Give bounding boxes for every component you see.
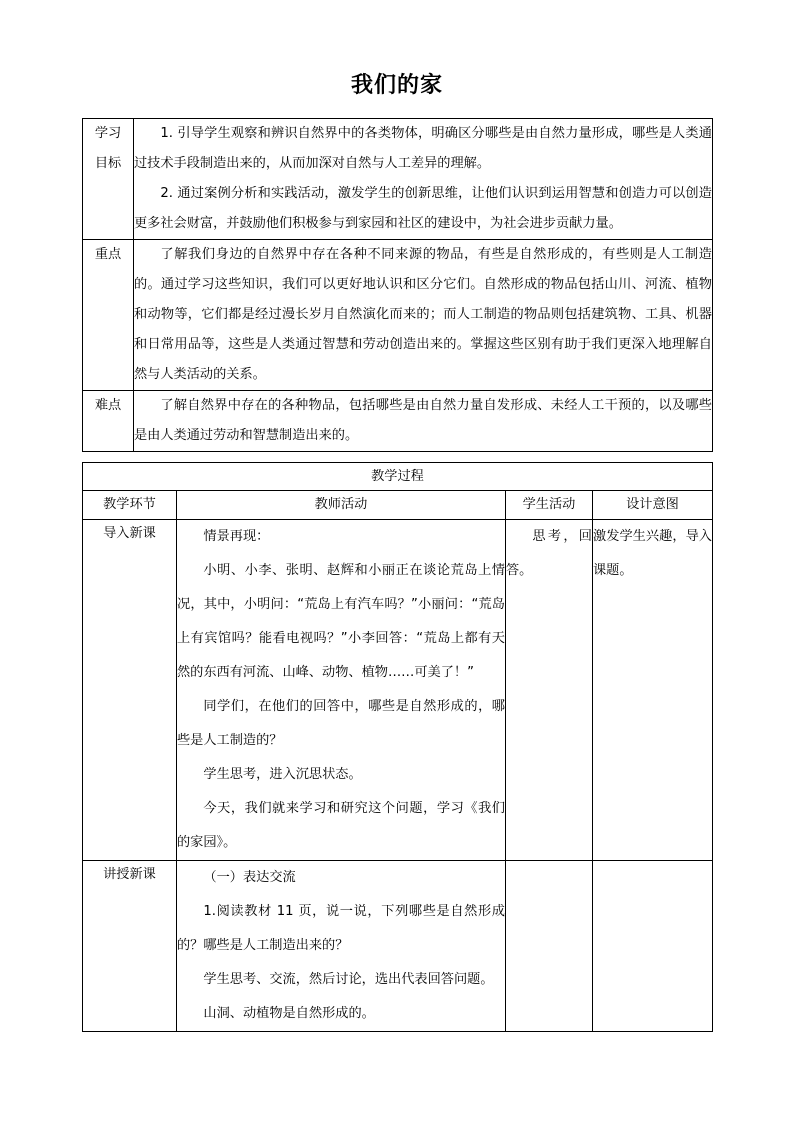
process-header-row xyxy=(83,491,713,520)
design-intent-introduce xyxy=(593,520,713,861)
process-banner-row xyxy=(83,463,713,491)
teacher-paragraph: 小明、小李、张明、赵辉和小丽正在谈论荒岛上情况，其中，小明问：“荒岛上有汽车吗？”小丽问：“荒岛上有宾馆吗？能看电视吗？”小李回答：“荒岛上都有天然的东西有河流、山峰、动物、植物……可美了！” xyxy=(177,563,505,680)
teacher-paragraph: 1.阅读教材 11 页，说一说，下列哪些是自然形成的？哪些是人工制造出来的？ xyxy=(177,904,505,953)
label-line: 难点 xyxy=(94,398,122,413)
table-row-teach-new-lesson xyxy=(83,861,713,1032)
teacher-activity-introduce xyxy=(177,520,506,861)
design-intent-teach xyxy=(593,861,713,1032)
teacher-paragraph: 今天，我们就来学习和研究这个问题，学习《我们的家园》。 xyxy=(177,801,505,850)
teacher-paragraph: 学生思考、交流，然后讨论，选出代表回答问题。 xyxy=(203,972,494,987)
page-title: 我们的家 xyxy=(350,73,443,98)
teaching-process-table xyxy=(82,462,713,1032)
lesson-plan-table xyxy=(82,118,713,452)
teacher-paragraph: 山洞、动植物是自然形成的。 xyxy=(203,1006,375,1021)
teacher-activity-teach xyxy=(177,861,506,1032)
table-row-difficult-point xyxy=(83,391,713,452)
label-line: 目标 xyxy=(94,156,122,171)
student-paragraph: 思考，回答。 xyxy=(506,529,592,578)
teacher-paragraph: （一）表达交流 xyxy=(203,870,296,885)
row-content-learning-objectives xyxy=(134,119,713,240)
column-header-teacher: 教师活动 xyxy=(177,491,506,520)
intent-paragraph: 激发学生兴趣，导入课题。 xyxy=(593,529,712,578)
teaching-process-banner: 教学过程 xyxy=(83,463,713,491)
teacher-paragraph: 同学们，在他们的回答中，哪些是自然形成的，哪些是人工制造的？ xyxy=(177,699,505,748)
stage-introduce-new-lesson: 导入新课 xyxy=(83,520,177,861)
row-label-learning-objectives xyxy=(83,119,134,240)
column-header-intent: 设计意图 xyxy=(593,491,713,520)
difficult-point-paragraph: 了解自然界中存在的各种物品，包括哪些是由自然力量自发形成、未经人工干预的，以及哪些是由人类通过劳动和智慧制造出来的。 xyxy=(134,398,712,443)
row-label-difficult-point xyxy=(83,391,134,452)
key-point-paragraph: 了解我们身边的自然界中存在各种不同来源的物品，有些是自然形成的，有些则是人工制造的。通过学习这些知识，我们可以更好地认识和区分它们。自然形成的物品包括山川、河流、植物和动物等，它们都是经过漫长岁月自然演化而来的；而人工制造的物品则包括建筑物、工具、机器和日常用品等，这些是人类通过智慧和劳动创造出来的。掌握这些区别有助于我们更深入地理解自然与人类活动的关系。 xyxy=(134,247,712,382)
row-content-key-point xyxy=(134,240,713,391)
column-header-stage: 教学环节 xyxy=(83,491,177,520)
objective-paragraph: 2. 通过案例分析和实践活动，激发学生的创新思维，让他们认识到运用智慧和创造力可以创造更多社会财富，并鼓励他们积极参与到家园和社区的建设中，为社会进步贡献力量。 xyxy=(134,186,712,231)
label-line: 重点 xyxy=(94,247,122,262)
teacher-paragraph: 学生思考，进入沉思状态。 xyxy=(203,767,362,782)
objective-paragraph: 1. 引导学生观察和辨识自然界中的各类物体，明确区分哪些是由自然力量形成，哪些是人类通过技术手段制造出来的，从而加深对自然与人工差异的理解。 xyxy=(134,126,712,171)
stage-teach-new-lesson: 讲授新课 xyxy=(83,861,177,1032)
row-content-difficult-point xyxy=(134,391,713,452)
table-row-learning-objectives xyxy=(83,119,713,240)
row-label-key-point xyxy=(83,240,134,391)
teacher-paragraph: 情景再现： xyxy=(203,529,270,544)
student-activity-introduce xyxy=(506,520,593,861)
label-line: 学习 xyxy=(94,126,122,141)
table-row-key-point xyxy=(83,240,713,391)
table-row-introduce-new-lesson xyxy=(83,520,713,861)
column-header-student: 学生活动 xyxy=(506,491,593,520)
student-activity-teach xyxy=(506,861,593,1032)
